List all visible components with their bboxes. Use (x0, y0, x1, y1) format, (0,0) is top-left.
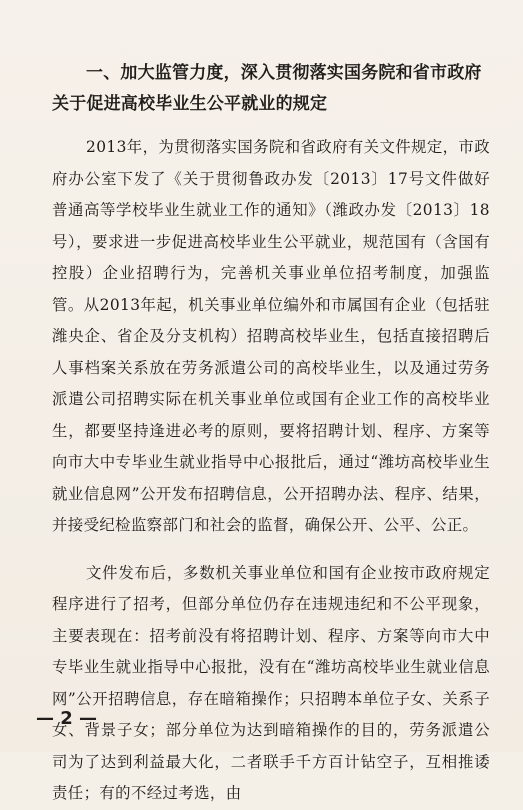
paragraph-2: 文件发布后，多数机关事业单位和国有企业按市政府规定程序进行了招考，但部分单位仍存在违规违纪和不公平现象，主要表现在：招考前没有将招聘计划、程序、方案等向市大中专毕业生就业指导中心报批，没有在“潍坊高校毕业生就业信息网”公开招聘信息，存在暗箱操作；只招聘本单位子女、关系子女、背景子女；部分单位为达到暗箱操作的目的，劳务派遣公司为了达到利益最大化，二者联手千方百计钻空子，互相推诿责任；有的不经过考选，由 (52, 563, 490, 802)
paragraph-1: 2013年，为贯彻落实国务院和省政府有关文件规定，市政府办公室下发了《关于贯彻鲁政办发〔2013〕17号文件做好普通高等学校毕业生就业工作的通知》（潍政办发〔2013〕18号），要求进一步促进高校毕业生公平就业，规范国有（含国有控股）企业招聘行为，完善机关事业单位招考制度，加强监管。从2013年起，机关事业单位编外和市属国有企业（包括驻潍央企、省企及分支机构）招聘高校毕业生，包括直接招聘后人事档案关系放在劳务派遣公司的高校毕业生，以及通过劳务派遣公司招聘实际在机关事业单位或国有企业工作的高校毕业生，都要坚持逢进必考的原则，要将招聘计划、程序、方案等向市大中专毕业生就业指导中心报批后，通过“潍坊高校毕业生就业信息网”公开发布招聘信息，公开招聘办法、程序、结果，并接受纪检监察部门和社会的监督，确保公开、公平、公正。 (52, 138, 490, 534)
section-heading: 一、加大监管力度，深入贯彻落实国务院和省市政府关于促进高校毕业生公平就业的规定 (52, 63, 482, 114)
document-body (52, 58, 490, 810)
page-number: — 2 — (36, 708, 98, 729)
